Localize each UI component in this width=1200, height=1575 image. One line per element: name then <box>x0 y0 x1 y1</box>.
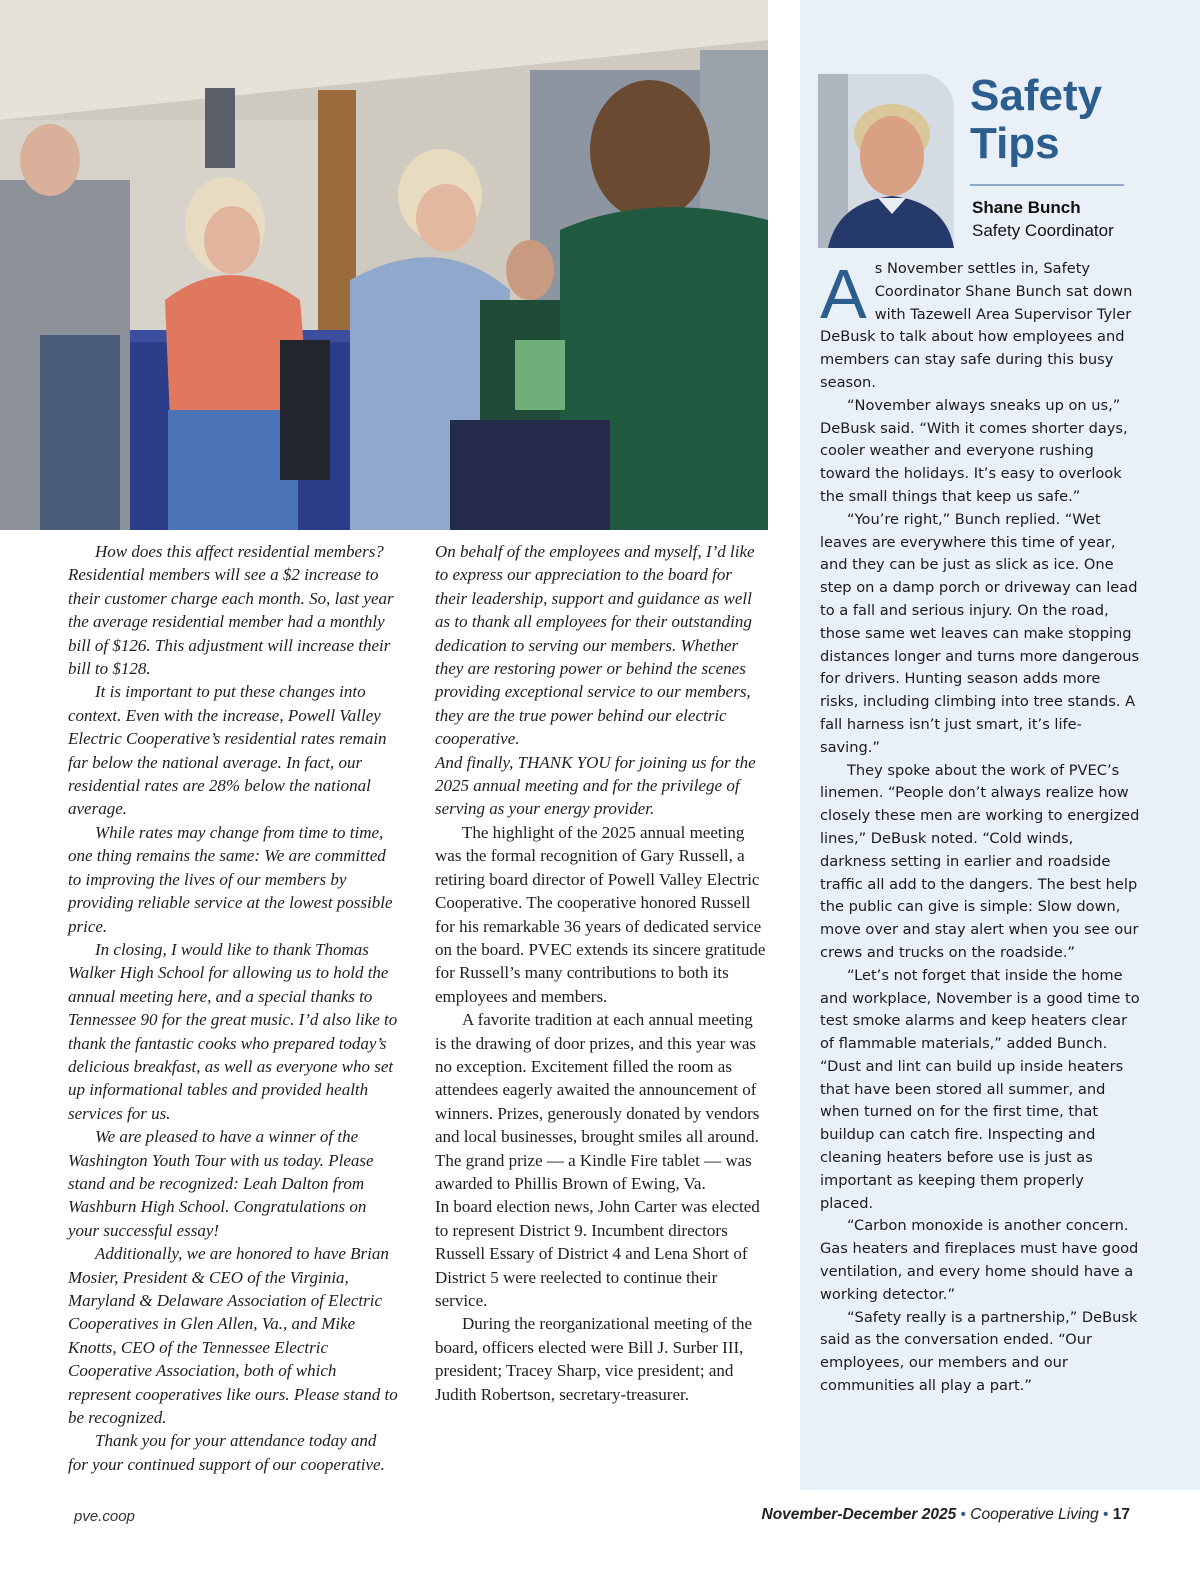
paragraph: “Safety really is a partnership,” DeBusk said as the conversation ended. “Our employees, our members and our communities all play a part.” <box>820 1308 1138 1395</box>
separator: • <box>1103 1506 1109 1523</box>
meeting-photo <box>0 0 768 530</box>
paragraph: Additionally, we are honored to have Brian Mosier, President & CEO of the Virginia, Maryland & Delaware Association of Electric Cooperatives in Glen Allen, Va., and Mike Knotts, CEO of the Tennessee Electric Cooperative Association, both of which represent cooperatives like ours. Please stand to be recognized. <box>68 1244 398 1428</box>
footer-website: pve.coop <box>74 1508 135 1525</box>
paragraph: A favorite tradition at each annual meeting is the drawing of door prizes, and this year was no exception. Excitement filled the room as attendees eagerly awaited the announcement of winners. Prizes, generously donated by vendors and local businesses, brought smiles all around. The grand prize — a Kindle Fire tablet — was awarded to Phillis Brown of Ewing, Va. <box>435 1010 760 1193</box>
paragraph: We are pleased to have a winner of the Washington Youth Tour with us today. Please stand and be recognized: Leah Dalton from Washburn High School. Congratulations on your successful essay! <box>68 1127 374 1240</box>
paragraph: The highlight of the 2025 annual meeting was the formal recognition of Gary Russell, a retiring board director of Powell Valley Electric Cooperative. The cooperative honored Russell for his remarkable 36 years of dedicated service on the board. PVEC extends its sincere gratitude for Russell’s many contributions to both its employees and members. <box>435 822 766 1006</box>
paragraph: In board election news, John Carter was elected to represent District 9. Incumbent directors Russell Essary of District 4 and Lena Short of District 5 were reelected to continue their service. <box>435 1197 760 1310</box>
sidebar-article <box>820 255 1140 1398</box>
paragraph <box>820 255 1140 395</box>
paragraph: In closing, I would like to thank Thomas Walker High School for allowing us to hold the annual meeting here, and a special thanks to Tennessee 90 for the great music. I’d also like to thank the fantastic cooks who prepared today’s delicious breakfast, as well as everyone who set up informational tables and provided health services for us. <box>68 939 398 1123</box>
paragraph: During the reorganizational meeting of the board, officers elected were Bill J. Surber III, president; Tracey Sharp, vice president; and Judith Robertson, secretary-treasurer. <box>435 1314 753 1404</box>
person-icon <box>818 74 954 248</box>
paragraph: And finally, THANK YOU for joining us for the 2025 annual meeting and for the privilege of serving as your energy provider. <box>435 752 756 819</box>
column-2 <box>435 540 768 1406</box>
author-name: Shane Bunch <box>972 198 1081 217</box>
paragraph: “Let’s not forget that inside the home and workplace, November is a good time to test smoke alarms and keep heaters clear of flammable materials,” added Bunch. “Dust and lint can build up inside heaters that have been stored all summer, and when turned on for the first time, that buildup can catch fire. Inspecting and cleaning heaters before use is just as important as keeping them properly placed. <box>820 966 1140 1212</box>
paragraph: “Carbon monoxide is another concern. Gas heaters and fireplaces must have good ventilation, and every home should have a working detector.” <box>820 1217 1139 1303</box>
issue-date: November-December 2025 <box>761 1506 957 1523</box>
meeting-photo-illustration <box>0 0 768 530</box>
separator: • <box>960 1506 966 1523</box>
paragraph: “You’re right,” Bunch replied. “Wet leaves are everywhere this time of year, and they can be just as slick as ice. One step on a damp porch or driveway can lead to a fall and serious injury. On the road, those same wet leaves can make stopping distances longer and turns more dangerous for drivers. Hunting season adds more risks, including climbing into tree stands. A fall harness isn’t just smart, it’s life-saving.” <box>820 510 1140 756</box>
paragraph: On behalf of the employees and myself, I’d like to express our appreciation to the board for their leadership, support and guidance as well as to thank all employees for their outstanding dedication to serving our members. Whether they are restoring power or behind the scenes providing exceptional service to our members, they are the true power behind our electric cooperative. <box>435 542 755 749</box>
divider <box>970 184 1124 186</box>
sidebar-title-line1: Safety <box>970 71 1103 120</box>
paragraph: How does this affect residential members? Residential members will see a $2 increase to their customer charge each month. So, last year the average residential member had a monthly bill of $126. This adjustment will increase their bill to $128. <box>68 542 394 679</box>
paragraph: It is important to put these changes into context. Even with the increase, Powell Valley Electric Cooperative’s residential rates remain far below the national average. In fact, our residential rates are 28% below the national average. <box>68 682 387 819</box>
paragraph: They spoke about the work of PVEC’s linemen. “People don’t always realize how closely these men are working to energized lines,” DeBusk noted. “Cold winds, darkness setting in earlier and roadside traffic all add to the dangers. The best help the public can give is simple: Slow down, move over and stay alert when you see our crews and trucks on the roadside.” <box>820 761 1140 961</box>
paragraph: Thank you for your attendance today and for your continued support of our cooperative. <box>68 1431 385 1474</box>
sidebar-title <box>970 72 1102 168</box>
sidebar-title-line2: Tips <box>970 119 1060 168</box>
author-role: Safety Coordinator <box>972 221 1114 240</box>
portrait-photo <box>818 74 954 248</box>
footer-issue <box>762 1506 1130 1524</box>
paragraph: While rates may change from time to time, one thing remains the same: We are committed to improving the lives of our members by providing reliable service at the lowest possible price. <box>68 822 393 936</box>
page-number: 17 <box>1112 1506 1130 1523</box>
paragraph: “November always sneaks up on us,” DeBusk said. “With it comes shorter days, cooler weather and everyone rushing toward the holidays. It’s easy to overlook the small things that keep us safe.” <box>820 396 1128 505</box>
drop-cap: A <box>820 255 867 333</box>
paragraph-text: s November settles in, Safety Coordinator Shane Bunch sat down with Tazewell Area Supervisor Tyler DeBusk to talk about how employees and members can stay safe during this busy season. <box>820 260 1133 391</box>
column-1 <box>68 540 400 1476</box>
magazine-name: Cooperative Living <box>970 1506 1099 1523</box>
